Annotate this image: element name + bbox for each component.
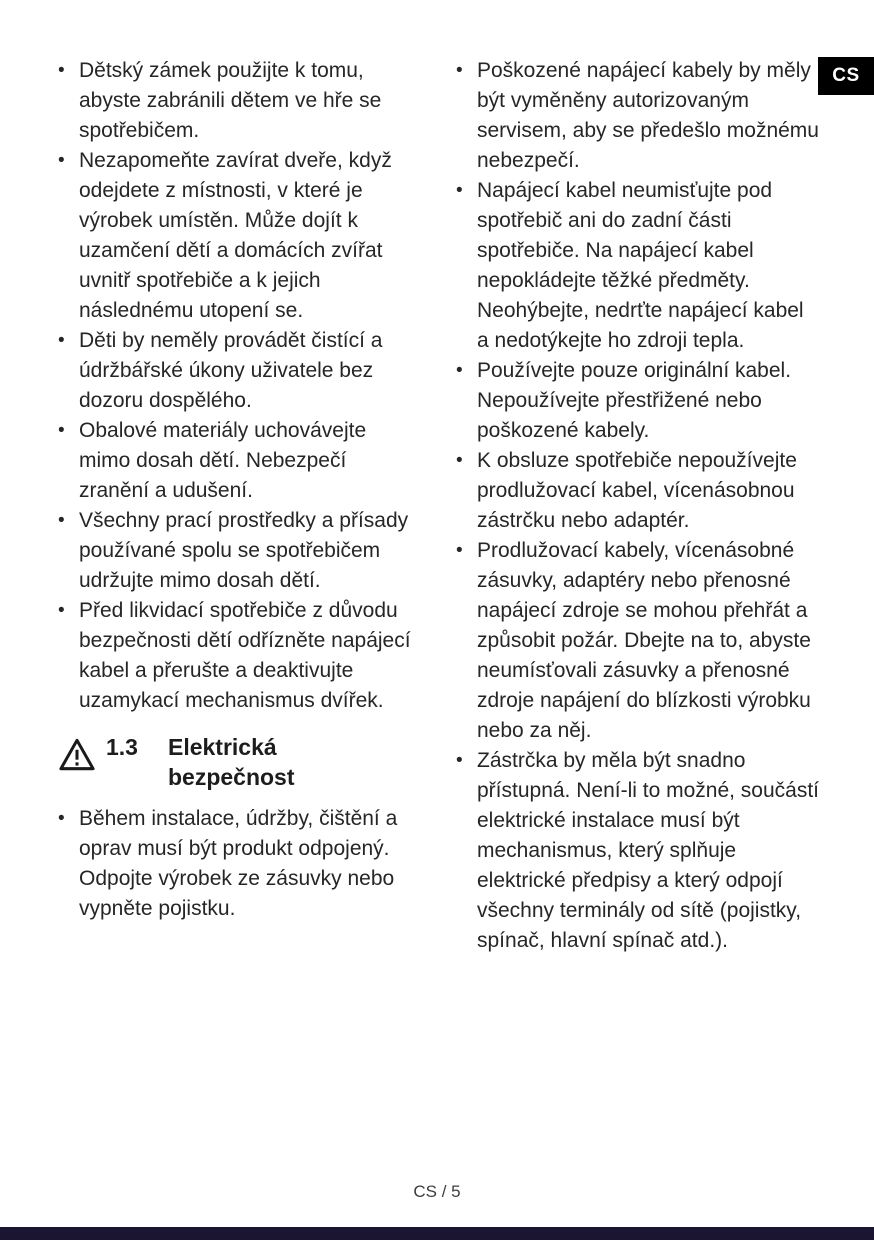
list-item: • Během instalace, údržby, čištění a oprav musí být produkt odpojený. Odpojte výrobek ze zásuvky nebo vypněte pojistku. <box>56 804 422 924</box>
list-item: • Děti by neměly provádět čistící a údržbářské úkony uživatele bez dozoru dospělého. <box>56 326 422 416</box>
section-title: Elektrická bezpečnost <box>167 734 295 790</box>
bullet-list-left <box>56 56 422 716</box>
list-item: • Obalové materiály uchovávejte mimo dosah dětí. Nebezpečí zranění a udušení. <box>56 416 422 506</box>
bullet-list-right <box>454 56 820 956</box>
warning-triangle-icon <box>58 737 96 772</box>
right-column <box>454 56 820 956</box>
list-item: • Používejte pouze originální kabel. Nepoužívejte přestřižené nebo poškozené kabely. <box>454 356 820 446</box>
list-item: • Napájecí kabel neumisťujte pod spotřebič ani do zadní části spotřebiče. Na napájecí kabel nepokládejte těžké předměty. Neohýbejte, nedrťte napájecí kabel a nedotýkejte ho zdroji tepla. <box>454 176 820 356</box>
bullet-list-left-after <box>56 804 422 924</box>
list-item: • Nezapomeňte zavírat dveře, když odejdete z místnosti, v které je výrobek umístěn. Může dojít k uzamčení dětí a domácích zvířat uvnitř spotřebiče a k jejich následnému utopení se. <box>56 146 422 326</box>
list-item: • Zástrčka by měla být snadno přístupná. Není-li to možné, součástí elektrické instalace musí být mechanismus, který splňuje elektrické předpisy a který odpojí všechny terminály od sítě (pojistky, spínač, hlavní spínač atd.). <box>454 746 820 956</box>
list-item: • Prodlužovací kabely, vícenásobné zásuvky, adaptéry nebo přenosné napájecí zdroje se mohou přehřát a způsobit požár. Dbejte na to, abyste neumísťovali zásuvky a přenosné zdroje napájení do blízkosti výrobku nebo za něj. <box>454 536 820 746</box>
list-item: • Všechny prací prostředky a přísady používané spolu se spotřebičem udržujte mimo dosah dětí. <box>56 506 422 596</box>
language-badge: CS <box>818 57 874 95</box>
two-column-layout <box>56 56 820 956</box>
left-column <box>56 56 422 956</box>
section-heading <box>58 732 422 792</box>
list-item: • K obsluze spotřebiče nepoužívejte prodlužovací kabel, vícenásobnou zástrčku nebo adaptér. <box>454 446 820 536</box>
bottom-bar <box>0 1227 874 1240</box>
section-number: 1.3 <box>106 734 138 760</box>
page-footer: CS / 5 <box>413 1182 461 1201</box>
list-item: • Poškozené napájecí kabely by měly být vyměněny autorizovaným servisem, aby se předešlo možnému nebezpečí. <box>454 56 820 176</box>
list-item: • Před likvidací spotřebiče z důvodu bezpečnosti dětí odřízněte napájecí kabel a přerušte a deaktivujte uzamykací mechanismus dvířek. <box>56 596 422 716</box>
list-item: • Dětský zámek použijte k tomu, abyste zabránili dětem ve hře se spotřebičem. <box>56 56 422 146</box>
